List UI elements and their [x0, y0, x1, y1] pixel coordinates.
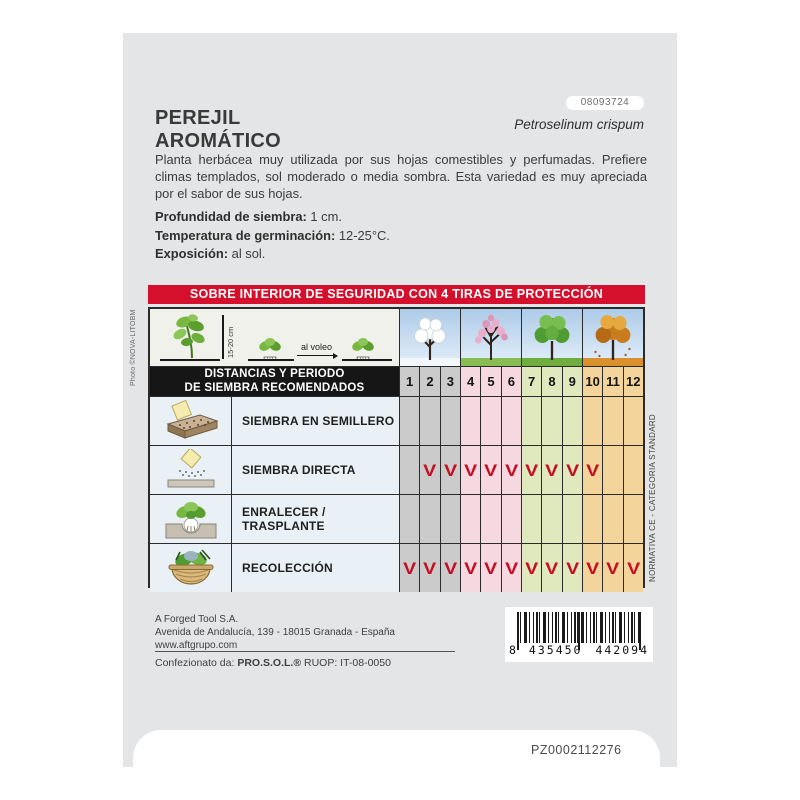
- check-mark: V: [545, 460, 559, 480]
- check-mark: V: [525, 460, 539, 480]
- row-label-direct-sowing: SIEMBRA DIRECTA: [232, 446, 400, 494]
- description-text: Planta herbácea muy utilizada por sus hojas comestibles y perfumadas. Prefiere climas templados, sol moderado o media sombra. Esta variedad es muy apreciada por el sabor de sus hojas.: [155, 152, 647, 201]
- cell-month-6: [502, 446, 522, 494]
- title-line1: PEREJIL: [155, 107, 241, 129]
- sprout-icon: [255, 336, 285, 360]
- month-5: 5: [481, 367, 501, 396]
- spec-germination-temp: Temperatura de germinación: 12-25°C.: [155, 227, 390, 243]
- plant-height-label: 15-20 cm: [226, 326, 235, 358]
- cell-month-3: [441, 495, 461, 543]
- months-strip-seedbed: [400, 397, 643, 445]
- cell-month-6: [502, 544, 522, 592]
- photo-credit: Photo ©NOVA-LITOBM: [130, 309, 137, 386]
- months-strip-direct-sowing: [400, 446, 643, 494]
- check-mark: V: [565, 558, 579, 578]
- month-4: 4: [461, 367, 481, 396]
- cell-month-7: [522, 495, 542, 543]
- parsley-plant-icon: [162, 312, 220, 360]
- cell-month-3: [441, 544, 461, 592]
- month-12: 12: [624, 367, 643, 396]
- calendar-row-transplant: [150, 495, 643, 544]
- latin-name: Petroselinum crispum: [514, 117, 644, 132]
- ground-line: [248, 359, 294, 361]
- transplant-icon: [150, 495, 232, 543]
- season-autumn: [583, 309, 643, 366]
- normative-text: NORMATIVA CE - CATEGORIA STANDARD: [648, 414, 657, 582]
- check-mark: V: [443, 558, 457, 578]
- cell-month-2: [420, 397, 440, 445]
- cell-month-8: [542, 446, 562, 494]
- cell-month-9: [563, 397, 583, 445]
- check-mark: V: [626, 558, 640, 578]
- cell-month-12: [624, 495, 643, 543]
- month-number-strip: [400, 367, 643, 396]
- cell-month-10: [583, 495, 603, 543]
- winter-tree-icon: [400, 309, 460, 366]
- cell-month-9: [563, 446, 583, 494]
- distances-header-box: [150, 367, 400, 396]
- month-10: 10: [583, 367, 603, 396]
- pz-code: PZ0002112276: [531, 743, 622, 757]
- check-mark: V: [504, 558, 518, 578]
- season-spring: [461, 309, 522, 366]
- cell-month-7: [522, 397, 542, 445]
- bottom-cutout: [133, 730, 660, 767]
- cell-month-1: [400, 446, 420, 494]
- cell-month-5: [481, 544, 501, 592]
- check-mark: V: [586, 460, 600, 480]
- row-label-transplant: ENRALECER / TRASPLANTE: [232, 495, 400, 543]
- harvest-basket-icon: [150, 544, 232, 592]
- check-mark: V: [504, 460, 518, 480]
- cell-month-1: [400, 397, 420, 445]
- check-mark: V: [423, 558, 437, 578]
- season-winter: [400, 309, 461, 366]
- cell-month-7: [522, 446, 542, 494]
- cell-month-8: [542, 544, 562, 592]
- barcode-digits: 8 435450 442094: [509, 643, 649, 657]
- cell-month-12: [624, 446, 643, 494]
- security-banner: SOBRE INTERIOR DE SEGURIDAD CON 4 TIRAS DE PROTECCIÓN: [148, 285, 645, 304]
- cell-month-10: [583, 446, 603, 494]
- month-6: 6: [502, 367, 522, 396]
- month-2: 2: [420, 367, 440, 396]
- cell-month-2: [420, 446, 440, 494]
- broadcast-arrow: [297, 355, 337, 356]
- packer-name: PRO.S.O.L.®: [237, 657, 302, 669]
- ground-line: [342, 359, 392, 361]
- cell-month-10: [583, 544, 603, 592]
- seedbed-icon: [150, 397, 232, 445]
- company-address-block: [155, 613, 395, 652]
- packer-line: Confezionato da: PRO.S.O.L.® RUOP: IT-08-0050: [155, 657, 391, 669]
- company-website: www.aftgrupo.com: [155, 640, 238, 651]
- month-1: 1: [400, 367, 420, 396]
- months-strip-transplant: [400, 495, 643, 543]
- sowing-calendar-table: [148, 307, 645, 588]
- cell-month-4: [461, 397, 481, 445]
- header-box-line2: DE SIEMBRA RECOMENDADOS: [184, 381, 365, 394]
- row-label-seedbed: SIEMBRA EN SEMILLERO: [232, 397, 400, 445]
- summer-tree-icon: [522, 309, 582, 366]
- cell-month-1: [400, 544, 420, 592]
- cell-month-1: [400, 495, 420, 543]
- company-name: A Forged Tool S.A.: [155, 614, 239, 625]
- check-mark: V: [484, 558, 498, 578]
- month-8: 8: [542, 367, 562, 396]
- cell-month-4: [461, 495, 481, 543]
- cell-month-11: [603, 544, 623, 592]
- cell-month-11: [603, 495, 623, 543]
- cell-month-11: [603, 446, 623, 494]
- cell-month-12: [624, 544, 643, 592]
- check-mark: V: [464, 558, 478, 578]
- cell-month-7: [522, 544, 542, 592]
- cell-month-6: [502, 397, 522, 445]
- month-3: 3: [441, 367, 461, 396]
- season-summer: [522, 309, 583, 366]
- check-mark: V: [545, 558, 559, 578]
- sowing-specs: [155, 208, 390, 264]
- company-street: Avenida de Andalucía, 139 - 18015 Granada - España: [155, 627, 395, 638]
- cell-month-8: [542, 397, 562, 445]
- broadcast-label: al voleo: [301, 342, 333, 352]
- cell-month-3: [441, 397, 461, 445]
- footer-divider: [155, 651, 455, 652]
- check-mark: V: [606, 558, 620, 578]
- cell-month-9: [563, 544, 583, 592]
- lot-number-badge: [566, 96, 644, 110]
- check-mark: V: [586, 558, 600, 578]
- cell-month-10: [583, 397, 603, 445]
- row-label-harvest: RECOLECCIÓN: [232, 544, 400, 592]
- cell-month-2: [420, 495, 440, 543]
- cell-month-12: [624, 397, 643, 445]
- month-header-row: [150, 367, 643, 397]
- cell-month-5: [481, 397, 501, 445]
- ean-barcode: [505, 607, 653, 662]
- sprout-icon: [348, 336, 378, 360]
- title-line2: AROMÁTICO: [155, 130, 282, 152]
- spec-depth: Profundidad de siembra: 1 cm.: [155, 209, 342, 224]
- calendar-row-harvest: [150, 544, 643, 592]
- check-mark: V: [403, 558, 417, 578]
- month-9: 9: [563, 367, 583, 396]
- spring-tree-icon: [461, 309, 521, 366]
- page-title: [155, 107, 281, 153]
- cell-month-4: [461, 544, 481, 592]
- seed-packet-back: [123, 33, 677, 767]
- calendar-row-seedbed: [150, 397, 643, 446]
- lot-number: 08093724: [580, 97, 630, 108]
- direct-sowing-icon: [150, 446, 232, 494]
- cell-month-11: [603, 397, 623, 445]
- month-11: 11: [603, 367, 623, 396]
- month-7: 7: [522, 367, 542, 396]
- cell-month-2: [420, 544, 440, 592]
- cell-month-8: [542, 495, 562, 543]
- season-header-row: [150, 309, 643, 367]
- header-box-line1: DISTANCIAS Y PERIODO: [204, 367, 345, 380]
- height-measure-line: [222, 315, 224, 359]
- cell-month-4: [461, 446, 481, 494]
- check-mark: V: [464, 460, 478, 480]
- check-mark: V: [525, 558, 539, 578]
- cell-month-6: [502, 495, 522, 543]
- months-strip-harvest: [400, 544, 643, 592]
- check-mark: V: [423, 460, 437, 480]
- cell-month-5: [481, 495, 501, 543]
- check-mark: V: [565, 460, 579, 480]
- cell-month-9: [563, 495, 583, 543]
- ground-line: [160, 359, 220, 361]
- check-mark: V: [443, 460, 457, 480]
- spec-exposure: Exposición: al sol.: [155, 246, 266, 262]
- check-mark: V: [484, 460, 498, 480]
- calendar-row-direct-sowing: [150, 446, 643, 495]
- cell-month-3: [441, 446, 461, 494]
- autumn-tree-icon: [583, 309, 643, 366]
- cell-month-5: [481, 446, 501, 494]
- distances-illustration: [150, 309, 400, 366]
